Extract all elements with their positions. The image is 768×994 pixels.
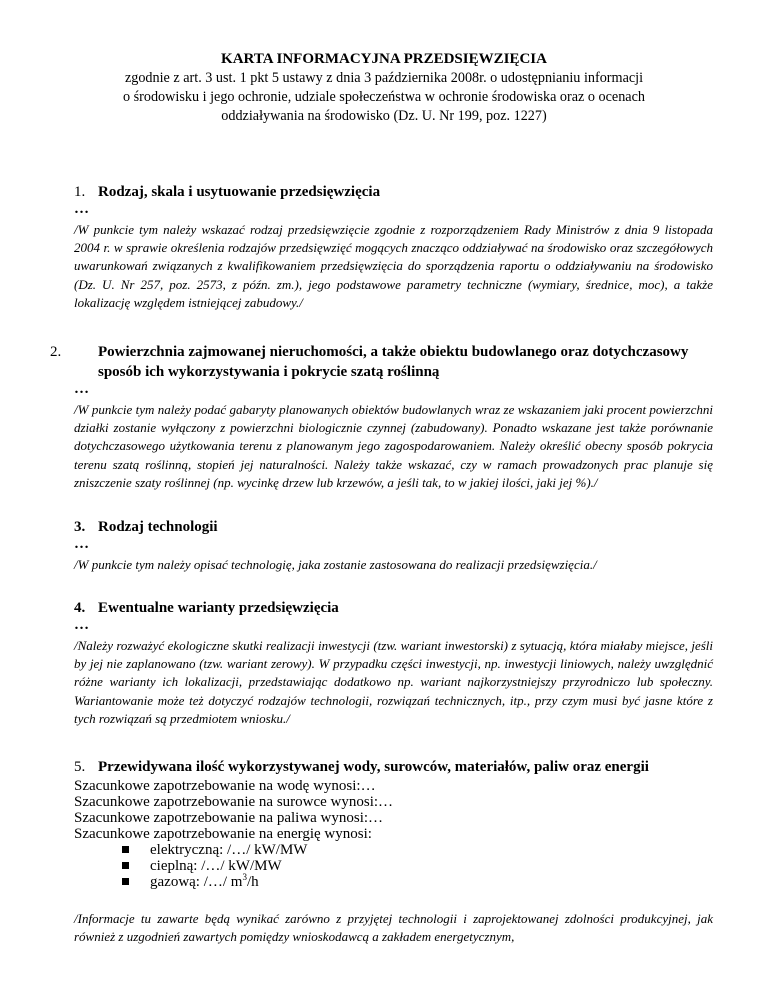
section-1 [74, 182, 713, 312]
list-item: cieplną: /…/ kW/MW [122, 858, 713, 874]
section-number: 5. [74, 759, 86, 775]
section-instruction: /Informacje tu zawarte będą wynikać zarówno z przyjętej technologii i zaprojektowanej zdolności produkcyjnej, jak również z uzgodnień zawartych pomiędzy wnioskodawcą a zakładem energetycznym, [74, 911, 713, 945]
section-title: Powierzchnia zajmowanej nieruchomości, a także obiektu budowlanego oraz dotychczasowy sposób ich wykorzystywania i pokrycie szatą roślinną [98, 344, 689, 380]
energy-list [74, 842, 713, 890]
section-number: 1. [74, 184, 86, 200]
placeholder-dots: … [74, 536, 89, 552]
section-2 [50, 342, 713, 492]
section-number: 4. [74, 600, 86, 616]
section-title: Rodzaj technologii [98, 519, 218, 535]
section-title: Rodzaj, skala i usytuowanie przedsięwzięcia [98, 184, 381, 200]
square-bullet-icon [122, 862, 129, 869]
section-instruction: /W punkcie tym należy wskazać rodzaj przedsięwzięcie zgodnie z rozporządzeniem Rady Ministrów z dnia 9 listopada 2004 r. w sprawie określenia rodzajów przedsięwzięć mogących znacząco oddziaływać na środowisko oraz szczegółowych uwarunkowań związanych z kwalifikowaniem przedsięwzięcia do sporządzenia raportu o oddziaływaniu na środowisko (Dz. U. Nr 257, poz. 2573, z późn. zm.), jego podstawowe parametry techniczne (wymiary, średnice, moc), a także lokalizację względem istniejącej zabudowy./ [74, 222, 713, 310]
superscript: 3 [242, 872, 247, 882]
subtitle-line: o środowisku i jego ochronie, udziale społeczeństwa w ochronie środowiska oraz o ocenach [122, 89, 645, 105]
section-instruction: /W punkcie tym należy opisać technologię, jaka zostanie zastosowana do realizacji przedsięwzięcia./ [74, 557, 597, 572]
section-4 [74, 598, 713, 728]
section-instruction: /W punkcie tym należy podać gabaryty planowanych obiektów budowlanych wraz ze wskazaniem jaki procent powierzchni działki zostanie wyłączony z powierzchni biologicznie czynnej (zabudowany). Ponadto wskazane jest także porównanie dotychczasowego użytkowania terenu z planowanym jego zagospodarowaniem. Należy określić obecny sposób pokrycia terenu szatą roślinną, stopień jej naturalności. Należy także wskazać, czy w ramach prowadzonych prac planuje się zniszczenie szaty roślinnej (np. wycinkę drzew lub krzewów, a jeśli tak, to w jakiej ilości, jaki jej %)./ [74, 402, 713, 490]
section-title: Ewentualne warianty przedsięwzięcia [98, 600, 339, 616]
estimate-line: Szacunkowe zapotrzebowanie na paliwa wynosi:… [74, 810, 384, 826]
document-title: KARTA INFORMACYJNA PRZEDSIĘWZIĘCIA [221, 51, 547, 67]
section-title: Przewidywana ilość wykorzystywanej wody, surowców, materiałów, paliw oraz energii [98, 759, 649, 775]
document-header [60, 50, 708, 126]
section-3 [74, 517, 713, 574]
estimate-line: Szacunkowe zapotrzebowanie na surowce wynosi:… [74, 794, 394, 810]
estimate-line: Szacunkowe zapotrzebowanie na energię wynosi: [74, 826, 372, 842]
list-item: gazową: /…/ $m^3/h$ [122, 874, 713, 890]
section-instruction: /Należy rozważyć ekologiczne skutki realizacji inwestycji (tzw. wariant inwestorski) z sytuacją, która miałaby miejsce, jeśli by jej nie zaplanowano (tzw. wariant zerowy). W przypadku części inwestycji, np. inwestycji liniowych, należy uwzględnić różne warianty ich lokalizacji, przedstawiając dodatkowo np. wariant najkorzystniejszy przyrodniczo lub społeczny. Wariantowanie może też dotyczyć rodzajów technologii, rozwiązań technicznych, itp., przy czym musi być jasne które z tych rozwiązań są przedmiotem wniosku./ [74, 638, 713, 726]
section-heading [74, 598, 713, 618]
square-bullet-icon [122, 846, 129, 853]
section-5 [74, 757, 713, 946]
section-heading [74, 757, 713, 777]
estimate-line: Szacunkowe zapotrzebowanie na wodę wynosi:… [74, 778, 376, 794]
subtitle-line: zgodnie z art. 3 ust. 1 pkt 5 ustawy z dnia 3 października 2008r. o udostępnianiu informacji [124, 70, 644, 86]
section-heading [74, 517, 713, 537]
placeholder-dots: … [74, 617, 89, 633]
section-heading [74, 182, 713, 202]
square-bullet-icon [122, 878, 129, 885]
placeholder-dots: … [74, 381, 89, 397]
subtitle-line: oddziaływania na środowisko (Dz. U. Nr 199, poz. 1227) [221, 108, 547, 124]
section-number: 3. [74, 519, 86, 535]
placeholder-dots: … [74, 201, 89, 217]
section-number: 2. [50, 344, 62, 360]
list-item: elektryczną: /…/ kW/MW [122, 842, 713, 858]
section-heading [50, 342, 713, 382]
